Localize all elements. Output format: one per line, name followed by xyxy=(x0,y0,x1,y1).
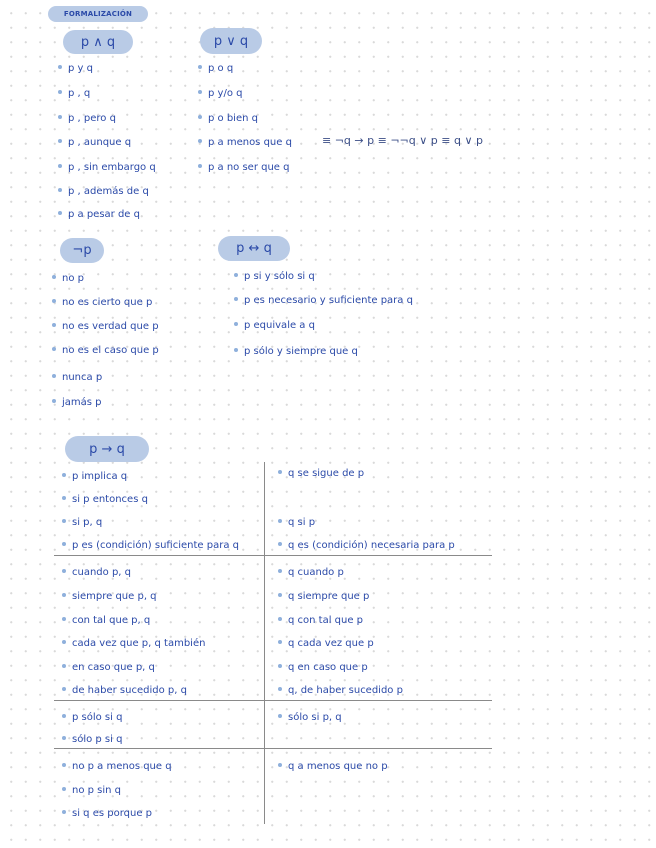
list-item: q en caso que p xyxy=(278,661,368,675)
and-header: p ∧ q xyxy=(63,30,133,54)
bullet-icon xyxy=(52,323,56,327)
bullet-icon xyxy=(62,810,66,814)
bullet-icon xyxy=(62,664,66,668)
list-item: p a pesar de q xyxy=(58,208,140,222)
list-item: nunca p xyxy=(52,371,102,385)
list-item: siempre que p, q xyxy=(62,590,157,604)
bullet-icon xyxy=(62,593,66,597)
list-item: q cuando p xyxy=(278,566,344,580)
bullet-icon xyxy=(62,473,66,477)
bullet-icon xyxy=(198,139,202,143)
list-item: p , aunque q xyxy=(58,136,131,150)
list-item: si q es porque p xyxy=(62,807,152,821)
bullet-icon xyxy=(278,542,282,546)
list-item: p y q xyxy=(58,62,93,76)
list-item: si p entonces q xyxy=(62,493,148,507)
list-item: en caso que p, q xyxy=(62,661,155,675)
list-item: p si y sólo si q xyxy=(234,270,315,284)
bullet-icon xyxy=(58,115,62,119)
list-item: cada vez que p, q también xyxy=(62,637,205,651)
list-item: q cada vez que p xyxy=(278,637,374,651)
bullet-icon xyxy=(278,714,282,718)
list-item: q, de haber sucedido p xyxy=(278,684,403,698)
bullet-icon xyxy=(278,763,282,767)
or-header: p ∨ q xyxy=(200,28,262,54)
bullet-icon xyxy=(58,65,62,69)
bullet-icon xyxy=(198,90,202,94)
list-item: q con tal que p xyxy=(278,614,363,628)
list-item: q si p xyxy=(278,516,315,530)
list-item: jamás p xyxy=(52,396,102,410)
list-item: p a menos que q xyxy=(198,136,292,150)
bullet-icon xyxy=(62,542,66,546)
bullet-icon xyxy=(278,593,282,597)
bullet-icon xyxy=(278,569,282,573)
list-item: p y/o q xyxy=(198,87,242,101)
bullet-icon xyxy=(198,65,202,69)
bullet-icon xyxy=(278,519,282,523)
bullet-icon xyxy=(52,399,56,403)
list-item: no p sin q xyxy=(62,784,121,798)
list-item: p , q xyxy=(58,87,90,101)
bullet-icon xyxy=(58,90,62,94)
not-header: ¬p xyxy=(60,238,104,263)
list-item: p , sin embargo q xyxy=(58,161,156,175)
bullet-icon xyxy=(62,763,66,767)
bullet-icon xyxy=(278,470,282,474)
list-item: si p, q xyxy=(62,516,102,530)
list-item: no p xyxy=(52,272,84,286)
list-item: sólo p si q xyxy=(62,733,122,747)
bullet-icon xyxy=(62,787,66,791)
list-item: q siempre que p xyxy=(278,590,369,604)
iff-header: p ↔ q xyxy=(218,236,290,261)
bullet-icon xyxy=(62,736,66,740)
bullet-icon xyxy=(62,496,66,500)
bullet-icon xyxy=(52,275,56,279)
list-item: p sólo y siempre que q xyxy=(234,345,358,359)
table-divider-vertical xyxy=(264,462,265,824)
bullet-icon xyxy=(278,664,282,668)
table-divider-horizontal xyxy=(54,700,492,701)
list-item: p equivale a q xyxy=(234,319,315,333)
bullet-icon xyxy=(52,299,56,303)
bullet-icon xyxy=(234,297,238,301)
list-item: no es verdad que p xyxy=(52,320,159,334)
list-item: p es (condición) suficiente para q xyxy=(62,539,239,553)
list-item: q se sigue de p xyxy=(278,467,364,481)
bullet-icon xyxy=(58,164,62,168)
bullet-icon xyxy=(278,617,282,621)
list-item: de haber sucedido p, q xyxy=(62,684,187,698)
bullet-icon xyxy=(62,519,66,523)
list-item: p o bien q xyxy=(198,112,258,126)
list-item: sólo si p, q xyxy=(278,711,342,725)
bullet-icon xyxy=(62,640,66,644)
list-item: p a no ser que q xyxy=(198,161,289,175)
bullet-icon xyxy=(62,569,66,573)
page-title: FORMALIZACIÓN xyxy=(48,6,148,22)
implies-header: p → q xyxy=(65,436,149,462)
bullet-icon xyxy=(58,188,62,192)
bullet-icon xyxy=(62,714,66,718)
bullet-icon xyxy=(52,347,56,351)
list-item: cuando p, q xyxy=(62,566,131,580)
list-item: p , pero q xyxy=(58,112,116,126)
bullet-icon xyxy=(278,640,282,644)
list-item: p sólo si q xyxy=(62,711,122,725)
bullet-icon xyxy=(234,348,238,352)
bullet-icon xyxy=(58,211,62,215)
bullet-icon xyxy=(58,139,62,143)
list-item: q es (condición) necesaria para p xyxy=(278,539,455,553)
list-item: p implica q xyxy=(62,470,127,484)
list-item: con tal que p, q xyxy=(62,614,150,628)
list-item: q a menos que no p xyxy=(278,760,388,774)
bullet-icon xyxy=(234,273,238,277)
bullet-icon xyxy=(198,115,202,119)
bullet-icon xyxy=(62,617,66,621)
list-item: no p a menos que q xyxy=(62,760,172,774)
bullet-icon xyxy=(52,374,56,378)
bullet-icon xyxy=(62,687,66,691)
table-divider-horizontal xyxy=(54,748,492,749)
equivalence-note: ≡ ¬q → p ≡ ¬¬q ∨ p ≡ q ∨ p xyxy=(322,134,483,147)
list-item: no es cierto que p xyxy=(52,296,152,310)
list-item: p es necesario y suficiente para q xyxy=(234,294,413,308)
table-divider-horizontal xyxy=(54,555,492,556)
bullet-icon xyxy=(278,687,282,691)
list-item: p o q xyxy=(198,62,233,76)
list-item: no es el caso que p xyxy=(52,344,159,358)
list-item: p , además de q xyxy=(58,185,149,199)
bullet-icon xyxy=(198,164,202,168)
bullet-icon xyxy=(234,322,238,326)
